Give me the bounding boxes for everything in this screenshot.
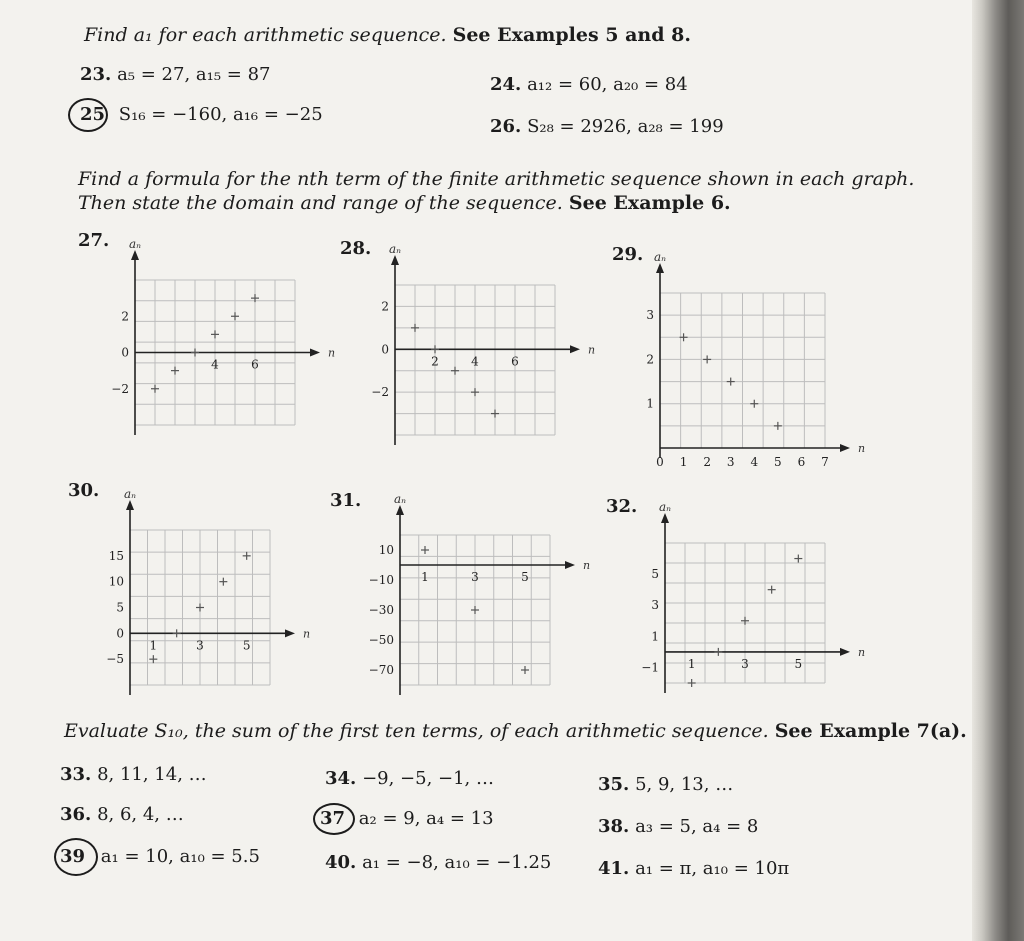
plot-29-label: 29. [612, 244, 644, 265]
x-axis-arrow-icon [570, 345, 580, 353]
y-tick-label: −30 [368, 603, 394, 617]
data-point [794, 555, 802, 563]
plot-32 [635, 498, 865, 698]
y-tick-label: 2 [121, 309, 129, 324]
y-tick-label: 10 [378, 543, 394, 557]
data-point [727, 378, 735, 386]
problem-39: 39 a₁ = 10, a₁₀ = 5.5 [60, 846, 260, 867]
y-tick-label: −10 [368, 573, 394, 587]
plot-30 [95, 485, 330, 695]
x-tick-label: 3 [471, 570, 479, 584]
x-tick-label: 0 [656, 455, 664, 469]
x-tick-label: 2 [703, 455, 711, 469]
data-point [491, 410, 499, 418]
plot-31-label: 31. [330, 490, 362, 511]
data-point [471, 606, 479, 614]
data-point [451, 367, 459, 375]
plot-28-label: 28. [340, 238, 372, 259]
y-tick-label: −5 [106, 652, 124, 667]
y-tick-label: 0 [121, 345, 129, 360]
x-tick-label: 7 [821, 455, 829, 469]
data-point [211, 330, 219, 338]
data-point [768, 586, 776, 594]
y-tick-label: 3 [651, 598, 659, 613]
problem-40: 40. a₁ = −8, a₁₀ = −1.25 [325, 852, 552, 873]
data-point [521, 666, 529, 674]
problem-26: 26. S₂₈ = 2926, a₂₈ = 199 [490, 116, 724, 137]
section3-instruction: Evaluate S₁₀, the sum of the first ten terms, of each arithmetic sequence. See Example 7(a). [64, 720, 967, 742]
x-tick-label: 1 [149, 638, 158, 653]
y-tick-label: 2 [646, 352, 654, 367]
problem-33: 33. 8, 11, 14, … [60, 764, 207, 785]
data-point [471, 388, 479, 396]
y-tick-label: −1 [641, 660, 659, 675]
plot-29 [640, 248, 870, 473]
y-tick-label: 15 [108, 548, 124, 563]
plot-27-label: 27. [78, 230, 110, 251]
section2-instruction-line1: Find a formula for the nth term of the finite arithmetic sequence shown in each graph. [78, 168, 915, 190]
x-tick-label: 5 [242, 638, 251, 653]
x-axis-arrow-icon [285, 629, 295, 637]
x-tick-label: 2 [431, 354, 439, 369]
problem-34: 34. −9, −5, −1, … [325, 768, 494, 789]
problem-37: 37 a₂ = 9, a₄ = 13 [320, 808, 494, 829]
data-point [191, 349, 199, 357]
y-tick-label: 2 [381, 299, 389, 314]
data-point [741, 617, 749, 625]
x-tick-label: 3 [196, 638, 204, 653]
y-tick-label: −2 [371, 385, 389, 400]
data-point [196, 604, 204, 612]
x-tick-label: 6 [511, 354, 519, 369]
y-tick-label: 5 [651, 567, 659, 582]
x-tick-label: 5 [774, 455, 782, 469]
plot-27 [100, 235, 336, 440]
problem-25: 25 S₁₆ = −160, a₁₆ = −25 [80, 104, 323, 125]
y-axis-label: aₙ [654, 250, 667, 264]
y-axis-arrow-icon [126, 500, 134, 510]
y-tick-label: −50 [368, 633, 394, 647]
y-axis-label: aₙ [659, 500, 672, 514]
x-axis-arrow-icon [840, 444, 850, 452]
y-tick-label: −2 [111, 381, 129, 396]
y-tick-label: 0 [381, 342, 389, 357]
x-axis-label: n [303, 627, 311, 641]
data-point [431, 345, 439, 353]
problem-41: 41. a₁ = π, a₁₀ = 10π [598, 858, 790, 879]
y-tick-label: 1 [646, 396, 654, 411]
y-tick-label: 0 [116, 626, 124, 641]
problem-35: 35. 5, 9, 13, … [598, 774, 734, 795]
x-axis-label: n [328, 346, 336, 360]
x-tick-label: 6 [251, 357, 259, 372]
x-axis-label: n [858, 645, 866, 659]
section1-instruction: Find a₁ for each arithmetic sequence. See Examples 5 and 8. [84, 24, 691, 46]
x-tick-label: 1 [421, 570, 429, 584]
x-tick-label: 4 [750, 455, 759, 469]
problem-36: 36. 8, 6, 4, … [60, 804, 184, 825]
section2-instruction-line2: Then state the domain and range of the sequence. See Example 6. [78, 192, 731, 214]
y-axis-label: aₙ [129, 237, 142, 251]
x-tick-label: 5 [794, 656, 803, 671]
plot-32-label: 32. [606, 496, 638, 517]
data-point [231, 312, 239, 320]
y-axis-label: aₙ [394, 492, 407, 506]
plot-28 [360, 240, 596, 445]
x-tick-label: 1 [687, 656, 696, 671]
data-point [411, 324, 419, 332]
y-tick-label: 1 [651, 629, 659, 644]
x-tick-label: 6 [797, 455, 806, 469]
problem-38: 38. a₃ = 5, a₄ = 8 [598, 816, 759, 837]
data-point [171, 367, 179, 375]
x-axis-label: n [858, 442, 866, 455]
data-point [703, 355, 711, 363]
book-binding-shadow [972, 0, 1024, 941]
x-tick-label: 1 [679, 455, 688, 469]
y-axis-arrow-icon [656, 263, 664, 273]
y-tick-label: −70 [368, 663, 394, 677]
x-axis-label: n [588, 343, 596, 357]
x-tick-label: 4 [471, 354, 479, 369]
y-axis-arrow-icon [661, 513, 669, 523]
y-axis-arrow-icon [391, 255, 399, 265]
x-axis-arrow-icon [310, 349, 320, 357]
x-axis-arrow-icon [840, 648, 850, 656]
data-point [421, 546, 429, 554]
x-axis-label: n [583, 559, 591, 572]
y-axis-arrow-icon [131, 250, 139, 260]
problem-24: 24. a₁₂ = 60, a₂₀ = 84 [490, 74, 688, 95]
x-tick-label: 4 [211, 357, 219, 372]
data-point [219, 578, 227, 586]
y-tick-label: 10 [108, 574, 124, 589]
y-axis-arrow-icon [396, 505, 404, 515]
plot-31 [355, 490, 595, 700]
data-point [151, 385, 159, 393]
y-tick-label: 3 [646, 308, 654, 323]
y-axis-label: aₙ [389, 242, 402, 256]
x-tick-label: 5 [521, 570, 529, 584]
data-point [714, 648, 722, 656]
data-point [750, 400, 758, 408]
x-tick-label: 3 [726, 455, 735, 469]
data-point [243, 552, 251, 560]
data-point [149, 655, 157, 663]
y-tick-label: 5 [116, 600, 124, 615]
data-point [774, 422, 782, 430]
y-axis-label: aₙ [124, 487, 137, 501]
problem-23: 23. a₅ = 27, a₁₅ = 87 [80, 64, 271, 85]
data-point [688, 679, 696, 687]
plot-30-label: 30. [68, 480, 100, 501]
x-axis-arrow-icon [565, 561, 575, 569]
data-point [173, 629, 181, 637]
x-tick-label: 3 [741, 656, 749, 671]
